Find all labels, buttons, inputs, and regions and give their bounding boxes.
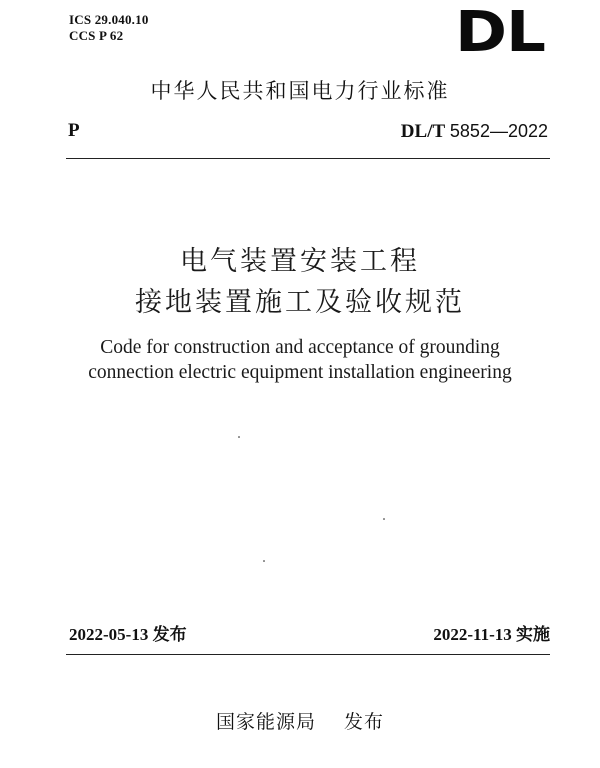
publisher-name: 国家能源局 — [215, 711, 316, 733]
implement-date-block — [433, 624, 550, 646]
english-title-line-1: Code for construction and acceptance of grounding — [100, 337, 500, 358]
scan-speck — [238, 436, 240, 438]
industry-standard-title: 中华人民共和国电力行业标准 — [150, 79, 450, 103]
ics-code: ICS 29.040.10 — [69, 12, 149, 27]
ccs-code: CCS P 62 — [69, 28, 124, 43]
publisher-action: 发布 — [344, 711, 385, 733]
scan-speck — [383, 518, 385, 520]
chinese-title-line-1: 电气装置安装工程 — [180, 246, 420, 277]
top-divider — [66, 158, 550, 159]
classification-code: P — [68, 120, 80, 141]
english-title-line-2: connection electric equipment installation engineering — [88, 362, 512, 383]
implement-date: 2022-11-13 — [433, 625, 512, 644]
chinese-title-line-2: 接地装置施工及验收规范 — [135, 287, 465, 318]
scan-speck — [263, 560, 265, 562]
dl-logo: DL — [455, 0, 545, 65]
standard-prefix: DL/T — [400, 121, 446, 142]
issue-date: 2022-05-13 — [69, 625, 149, 644]
implement-label: 实施 — [516, 625, 550, 645]
standard-number — [401, 120, 548, 143]
bottom-divider — [66, 654, 550, 655]
issue-label: 发布 — [152, 625, 187, 645]
publisher-line — [0, 710, 600, 734]
issue-date-block — [69, 624, 187, 646]
standard-year-number: 5852—2022 — [449, 121, 548, 141]
